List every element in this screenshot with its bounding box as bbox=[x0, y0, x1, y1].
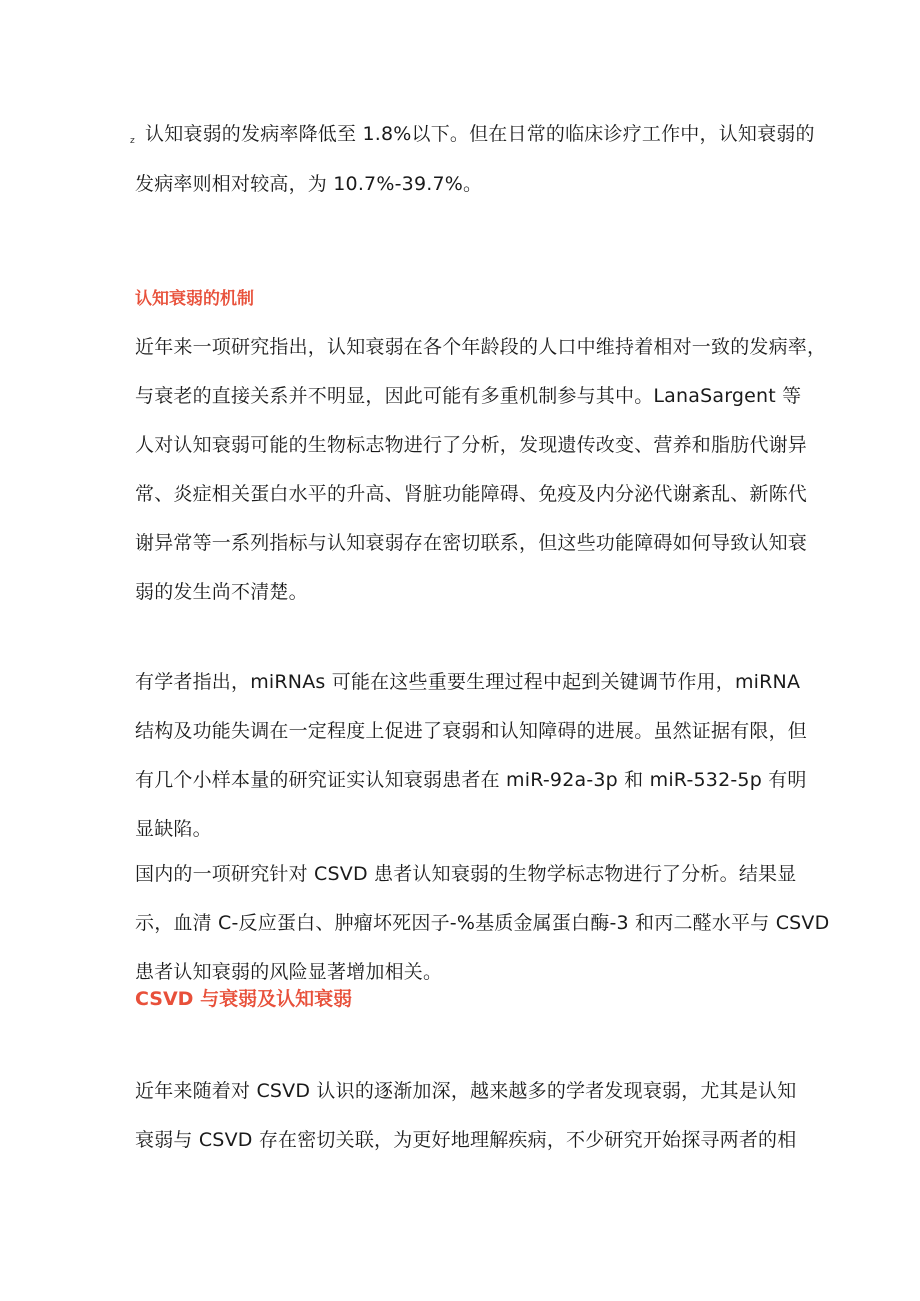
paragraph-line: 与衰老的直接关系并不明显，因此可能有多重机制参与其中。LanaSargent 等 bbox=[135, 385, 802, 407]
paragraph-line: 谢异常等一系列指标与认知衰弱存在密切联系，但这些功能障碍如何导致认知衰 bbox=[135, 532, 808, 554]
paragraph-line: 有几个小样本量的研究证实认知衰弱患者在 miR-92a-3p 和 miR-532-5p 有明 bbox=[135, 769, 807, 791]
fragment-marker: z bbox=[130, 136, 135, 146]
paragraph-line: 患者认知衰弱的风险显著增加相关。 bbox=[135, 961, 443, 983]
paragraph-line: 认知衰弱的发病率降低至 1.8%以下。但在日常的临床诊疗工作中，认知衰弱的 bbox=[145, 123, 815, 145]
paragraph-line: 示，血清 C-反应蛋白、肿瘤坏死因子-%基质金属蛋白酶-3 和丙二醛水平与 CSVD bbox=[135, 912, 830, 934]
paragraph-line: 常、炎症相关蛋白水平的升高、肾脏功能障碍、免疫及内分泌代谢紊乱、新陈代 bbox=[135, 483, 808, 505]
paragraph-line: 有学者指出，miRNAs 可能在这些重要生理过程中起到关键调节作用，miRNA bbox=[135, 671, 801, 693]
section-heading-csvd: CSVD 与衰弱及认知衰弱 bbox=[135, 988, 353, 1010]
paragraph-line: 人对认知衰弱可能的生物标志物进行了分析，发现遗传改变、营养和脂肪代谢异 bbox=[135, 434, 808, 456]
paragraph-line: 结构及功能失调在一定程度上促进了衰弱和认知障碍的进展。虽然证据有限，但 bbox=[135, 720, 808, 742]
paragraph-line: 弱的发生尚不清楚。 bbox=[135, 581, 308, 603]
paragraph-line: 发病率则相对较高，为 10.7%-39.7%。 bbox=[135, 173, 483, 195]
section-heading-mechanism: 认知衰弱的机制 bbox=[135, 289, 254, 309]
paragraph-line: 显缺陷。 bbox=[135, 818, 212, 840]
paragraph-line: 近年来随着对 CSVD 认识的逐渐加深，越来越多的学者发现衰弱，尤其是认知 bbox=[135, 1080, 797, 1102]
paragraph-line: 衰弱与 CSVD 存在密切关联，为更好地理解疾病，不少研究开始探寻两者的相 bbox=[135, 1129, 797, 1151]
paragraph-line: 国内的一项研究针对 CSVD 患者认知衰弱的生物学标志物进行了分析。结果显 bbox=[135, 863, 797, 885]
paragraph-line: 近年来一项研究指出，认知衰弱在各个年龄段的人口中维持着相对一致的发病率， bbox=[135, 336, 827, 358]
